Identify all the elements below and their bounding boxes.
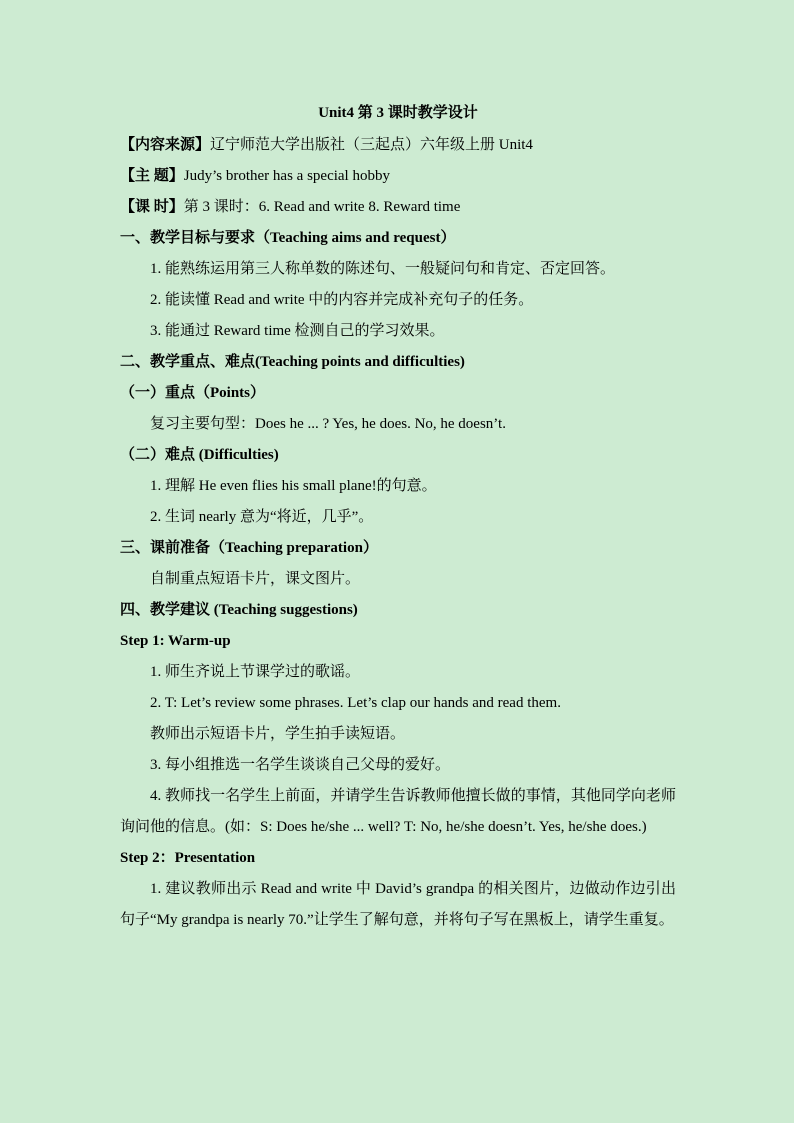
- step2-heading: Step 2：Presentation: [120, 850, 256, 866]
- step1-item-paragraph: 4. 教师找一名学生上前面，并请学生告诉教师他擅长做的事情，其他同学向老师询问他的信息。(如：S: Does he/she ... well? T: No, he/she doesn’t. Yes, he/she does.): [120, 788, 676, 835]
- points-heading: （一）重点（Points）: [120, 385, 266, 401]
- meta-theme: [120, 161, 676, 192]
- section2-heading: 二、教学重点、难点(Teaching points and difficulties): [120, 354, 465, 370]
- page-title: Unit4 第 3 课时教学设计: [318, 105, 478, 121]
- step2-item-paragraph: 1. 建议教师出示 Read and write 中 David’s grandpa 的相关图片，边做动作边引出句子“My grandpa is nearly 70.”让学生了解句意，并将句子写在黑板上，请学生重复。: [120, 881, 676, 928]
- difficulties-item: 1. 理解 He even flies his small plane!的句意。: [150, 478, 437, 494]
- section1-item: 1. 能熟练运用第三人称单数的陈述句、一般疑问句和肯定、否定回答。: [150, 261, 616, 277]
- difficulties-item: 2. 生词 nearly 意为“将近，几乎”。: [150, 509, 374, 525]
- meta-source-label: 【内容来源】: [120, 137, 211, 153]
- meta-lesson-label: 【课 时】: [120, 199, 184, 215]
- points-text: 复习主要句型：Does he ... ? Yes, he does. No, he doesn’t.: [150, 416, 506, 432]
- section4-heading: 四、教学建议 (Teaching suggestions): [120, 602, 358, 618]
- meta-lesson-value: 第 3 课时：6. Read and write 8. Reward time: [183, 199, 461, 215]
- meta-source-value: 辽宁师范大学出版社（三起点）六年级上册 Unit4: [210, 137, 533, 153]
- section1-item: 2. 能读懂 Read and write 中的内容并完成补充句子的任务。: [150, 292, 534, 308]
- section1-item: 3. 能通过 Reward time 检测自己的学习效果。: [150, 323, 445, 339]
- step1-note: 教师出示短语卡片，学生拍手读短语。: [150, 726, 406, 742]
- meta-theme-value: Judy’s brother has a special hobby: [183, 168, 390, 184]
- step1-item: 1. 师生齐说上节课学过的歌谣。: [150, 664, 361, 680]
- step1-heading: Step 1: Warm-up: [120, 633, 231, 649]
- section3-text: 自制重点短语卡片，课文图片。: [150, 571, 361, 587]
- step1-item: 2. T: Let’s review some phrases. Let’s clap our hands and read them.: [150, 695, 561, 711]
- section3-heading: 三、课前准备（Teaching preparation）: [120, 540, 378, 556]
- document-page: [120, 100, 676, 936]
- meta-source: [120, 130, 676, 161]
- meta-theme-label: 【主 题】: [120, 168, 184, 184]
- step1-item: 3. 每小组推选一名学生谈谈自己父母的爱好。: [150, 757, 451, 773]
- difficulties-heading: （二）难点 (Difficulties): [120, 447, 279, 463]
- meta-lesson: [120, 192, 676, 223]
- section1-heading: 一、教学目标与要求（Teaching aims and request）: [120, 230, 456, 246]
